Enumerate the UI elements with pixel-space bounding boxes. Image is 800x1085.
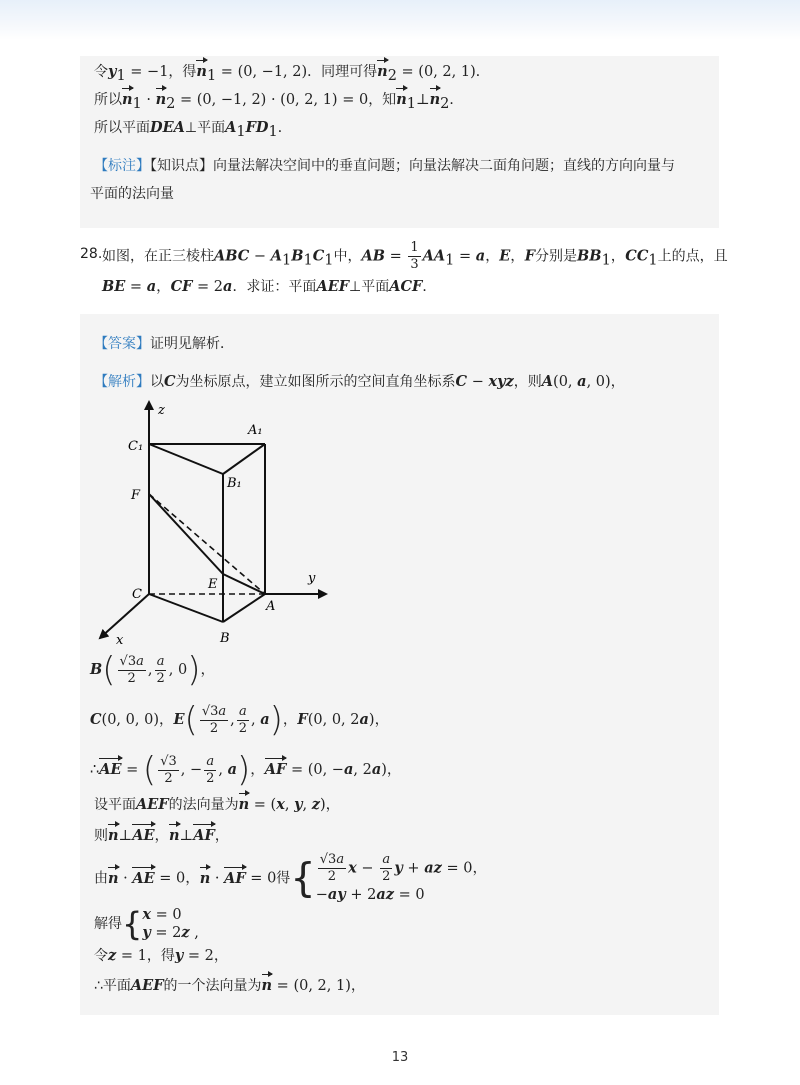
label-z: z [158, 403, 165, 418]
segment-f-a-hidden [149, 494, 265, 594]
segment-e-a [223, 574, 265, 594]
answer-tag: 【答案】 [94, 336, 150, 352]
knowledge-note-cont: 平面的法向量 [90, 186, 174, 202]
page-header-band [0, 0, 800, 40]
edge-b-a [223, 594, 265, 622]
label-y: y [308, 571, 316, 586]
page-number: 13 [391, 1050, 409, 1065]
solution-line-2: 所以$n_1 \cdot n_2 = (0$, −1, 2) · (0, 2, 1) = 0，知$n_1\perp n_2$． [94, 91, 464, 112]
solution-system: 解得{ x = 0 y = 2z , [94, 905, 199, 943]
analysis-line: 【解析】以C为坐标原点，建立如图所示的空间直角坐标系C − xyz，则A(0, a, 0)， [94, 373, 626, 390]
previous-solution-box [80, 56, 719, 228]
edge-b1-a1 [223, 444, 265, 474]
edge-c1-b1 [149, 444, 223, 474]
label-b1: B₁ [227, 476, 242, 491]
question-line-2: BE = a，CF = 2a．求证：平面AEF⊥平面ACF． [102, 278, 437, 295]
label-c: C [132, 587, 142, 602]
answer-box [80, 314, 719, 1015]
let-z: 令z = 1，得y = 2， [94, 947, 229, 964]
label-f: F [131, 488, 141, 503]
equation-system: 由n · AE = 0，n · AF = 0得{ $\frac{√3a}{2}$ x − $\frac{a}{2}$ y + az = 0， −ay + 2az = 0 [94, 852, 487, 903]
solution-line-3: 所以平面DEA⊥平面$A_1FD_1$． [94, 119, 292, 140]
final-normal: ∴平面AEF的一个法向量为n = (0, 2, 1)， [94, 977, 366, 994]
normal-def: 设平面AEF的法向量为n = (x, y, z)， [94, 796, 341, 813]
label-x: x [116, 633, 124, 646]
perpendicular-cond: 则n⊥AE，n⊥AF， [94, 827, 230, 844]
coord-c-e-f: C(0, 0, 0)，E( $\frac{√3a}{2}$ , $\frac{a}{2}$ , a)，F(0, 0, 2a)， [90, 700, 390, 740]
note-tag: 【标注】 [94, 158, 150, 174]
knowledge-note: 【标注】【知识点】向量法解决空间中的垂直问题；向量法解决二面角问题；直线的方向向量与 [94, 158, 675, 174]
prism-figure [94, 394, 334, 646]
solution-line-1: 令$y_1 = -1$，得$n_1 = (0$, −1, 2)．同理可得$n_2 = (0$, 2, 1)． [94, 63, 490, 84]
label-a1: A₁ [248, 423, 263, 438]
edge-c-b [149, 594, 223, 622]
coord-b: B( $\frac{√3a}{2}$ , $\frac{a}{2}$ , 0)， [90, 650, 215, 690]
question-number: 28. [80, 246, 103, 262]
vectors-ae-af: ∴AE = ( $\frac{√3}{2}$ , − $\frac{a}{2}$ , a)，AF = (0, −a, 2a)， [90, 750, 402, 790]
label-e: E [208, 577, 218, 592]
label-b: B [220, 631, 230, 646]
analysis-tag: 【解析】 [94, 374, 150, 390]
label-a: A [266, 599, 276, 614]
segment-f-e [149, 494, 223, 574]
answer-line: 【答案】证明见解析． [94, 336, 234, 352]
label-c1: C₁ [128, 439, 144, 454]
question-line-1: 如图，在正三棱柱ABC − $A_1B_1C_1$中，AB = $\frac{1}{3}$ $AA_1 = a$，E，F分别是$BB_1$，$CC_1$上的点，且 [102, 240, 728, 272]
